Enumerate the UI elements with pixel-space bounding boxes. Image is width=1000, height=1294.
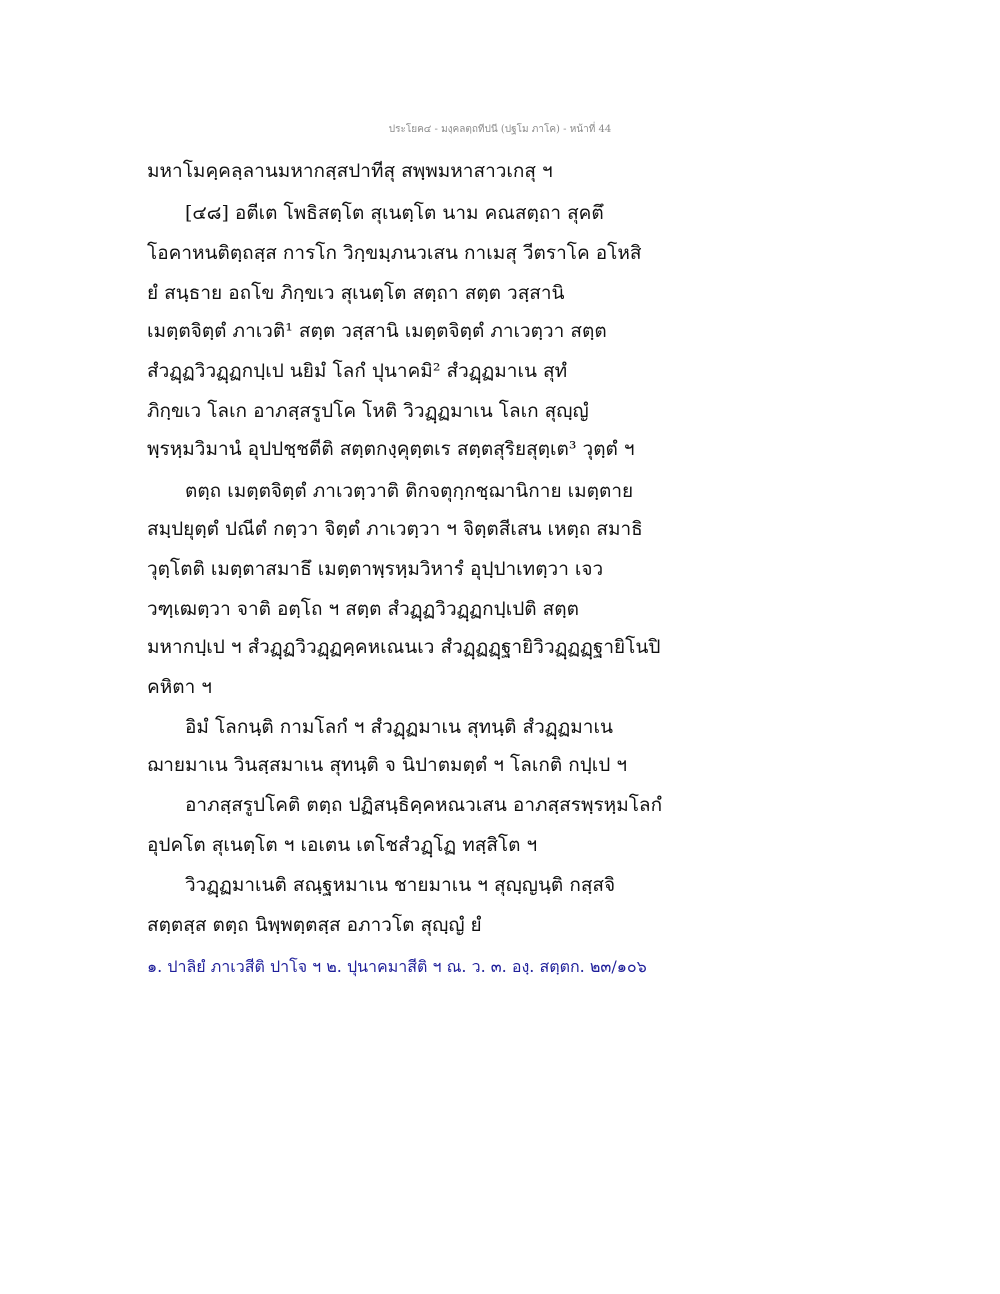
body-line-19: วิวฏฺฏมาเนติ สณฺฐหมาเน ชายมาเน ฯ สุญฺญนฺติ กสฺสจิ [185,874,616,896]
body-line-20: สตฺตสฺส ตตฺถ นิพฺพตฺตสฺส อภาวโต สุญฺญํ ยํ [147,914,482,936]
body-line-14: คหิตา ฯ [147,676,212,698]
body-line-16: ฌายมาเน วินสฺสมาเน สุทนฺติ จ นิปาตมตฺตํ ฯ โลเกติ กปฺเป ฯ [147,754,628,776]
body-line-3: โอคาหนติตฺถสฺส การโก วิกฺขมฺภนวเสน กาเมสุ วีตราโค อโหสิ [147,242,642,264]
body-line-9: ตตฺถ เมตฺตจิตฺตํ ภาเวตฺวาติ ติกจตุกฺกชฺฌานิกาย เมตฺตาย [185,480,634,502]
body-line-5: เมตฺตจิตฺตํ ภาเวติ¹ สตฺต วสฺสานิ เมตฺตจิตฺตํ ภาเวตฺวา สตฺต [147,320,607,342]
body-line-17: อาภสฺสรูปโคติ ตตฺถ ปฏิสนฺธิคฺคหณวเสน อาภสฺสรพฺรหฺมโลกํ [185,794,663,816]
body-line-6: สํวฏฺฏวิวฏฺฏกปฺเป นยิมํ โลกํ ปุนาคมิ² สํวฏฺฏมาเน สุทํ [147,360,568,382]
body-line-1: มหาโมคฺคลฺลานมหากสฺสปาทีสุ สพฺพมหาสาวเกสุ ฯ [147,160,553,182]
body-line-12: วฑฺเฒตฺวา จาติ อตฺโถ ฯ สตฺต สํวฏฺฏวิวฏฺฏกปฺเปติ สตฺต [147,598,579,620]
body-line-8: พฺรหฺมวิมานํ อุปปชฺชตีติ สตฺตกงฺคุตฺตเร สตฺตสุริยสุตฺเต³ วุตฺตํ ฯ [147,438,635,460]
body-line-10: สมฺปยุตฺตํ ปณีตํ กตฺวา จิตฺตํ ภาเวตฺวา ฯ จิตฺตสีเสน เหตฺถ สมาธิ [147,518,643,540]
body-line-13: มหากปฺเป ฯ สํวฏฺฏวิวฏฺฏคฺคหเณนเว สํวฏฺฏฏฺฐายิวิวฏฺฏฏฺฐายิโนปิ [147,636,661,658]
body-line-18: อุปคโต สุเนตฺโต ฯ เอเตน เตโชสํวฏฺโฏ ทสฺสิโต ฯ [147,834,538,856]
body-line-11: วุตฺโตติ เมตฺตาสมาธึ เมตฺตาพฺรหฺมวิหารํ อุปฺปาเทตฺวา เจว [147,558,604,580]
body-line-7: ภิกฺขเว โลเก อาภสฺสรูปโค โหติ วิวฏฺฏมาเน โลเก สุญฺญํ [147,400,589,422]
body-line-4: ยํ สนฺธาย อถโข ภิกฺขเว สุเนตฺโต สตฺถา สตฺต วสฺสานิ [147,282,565,304]
body-line-2: [๔๘] อตีเต โพธิสตฺโต สุเนตฺโต นาม คณสตฺถา สุคตึ [185,202,604,224]
body-line-15: อิมํ โลกนฺติ กามโลกํ ฯ สํวฏฺฏมาเน สุทนฺติ สํวฏฺฏมาเน [185,716,613,738]
page-header: ประโยค๔ - มงฺคลตฺถทีปนี (ปฐโม ภาโค) - หน้าที่ 44 [388,124,612,135]
footnotes: ๑. ปาลิยํ ภาเวสีติ ปาโจ ฯ ๒. ปุนาคมาสีติ ฯ ณ. ว. ๓. องฺ. สตฺตก. ๒๓/๑๐๖ [147,957,647,976]
